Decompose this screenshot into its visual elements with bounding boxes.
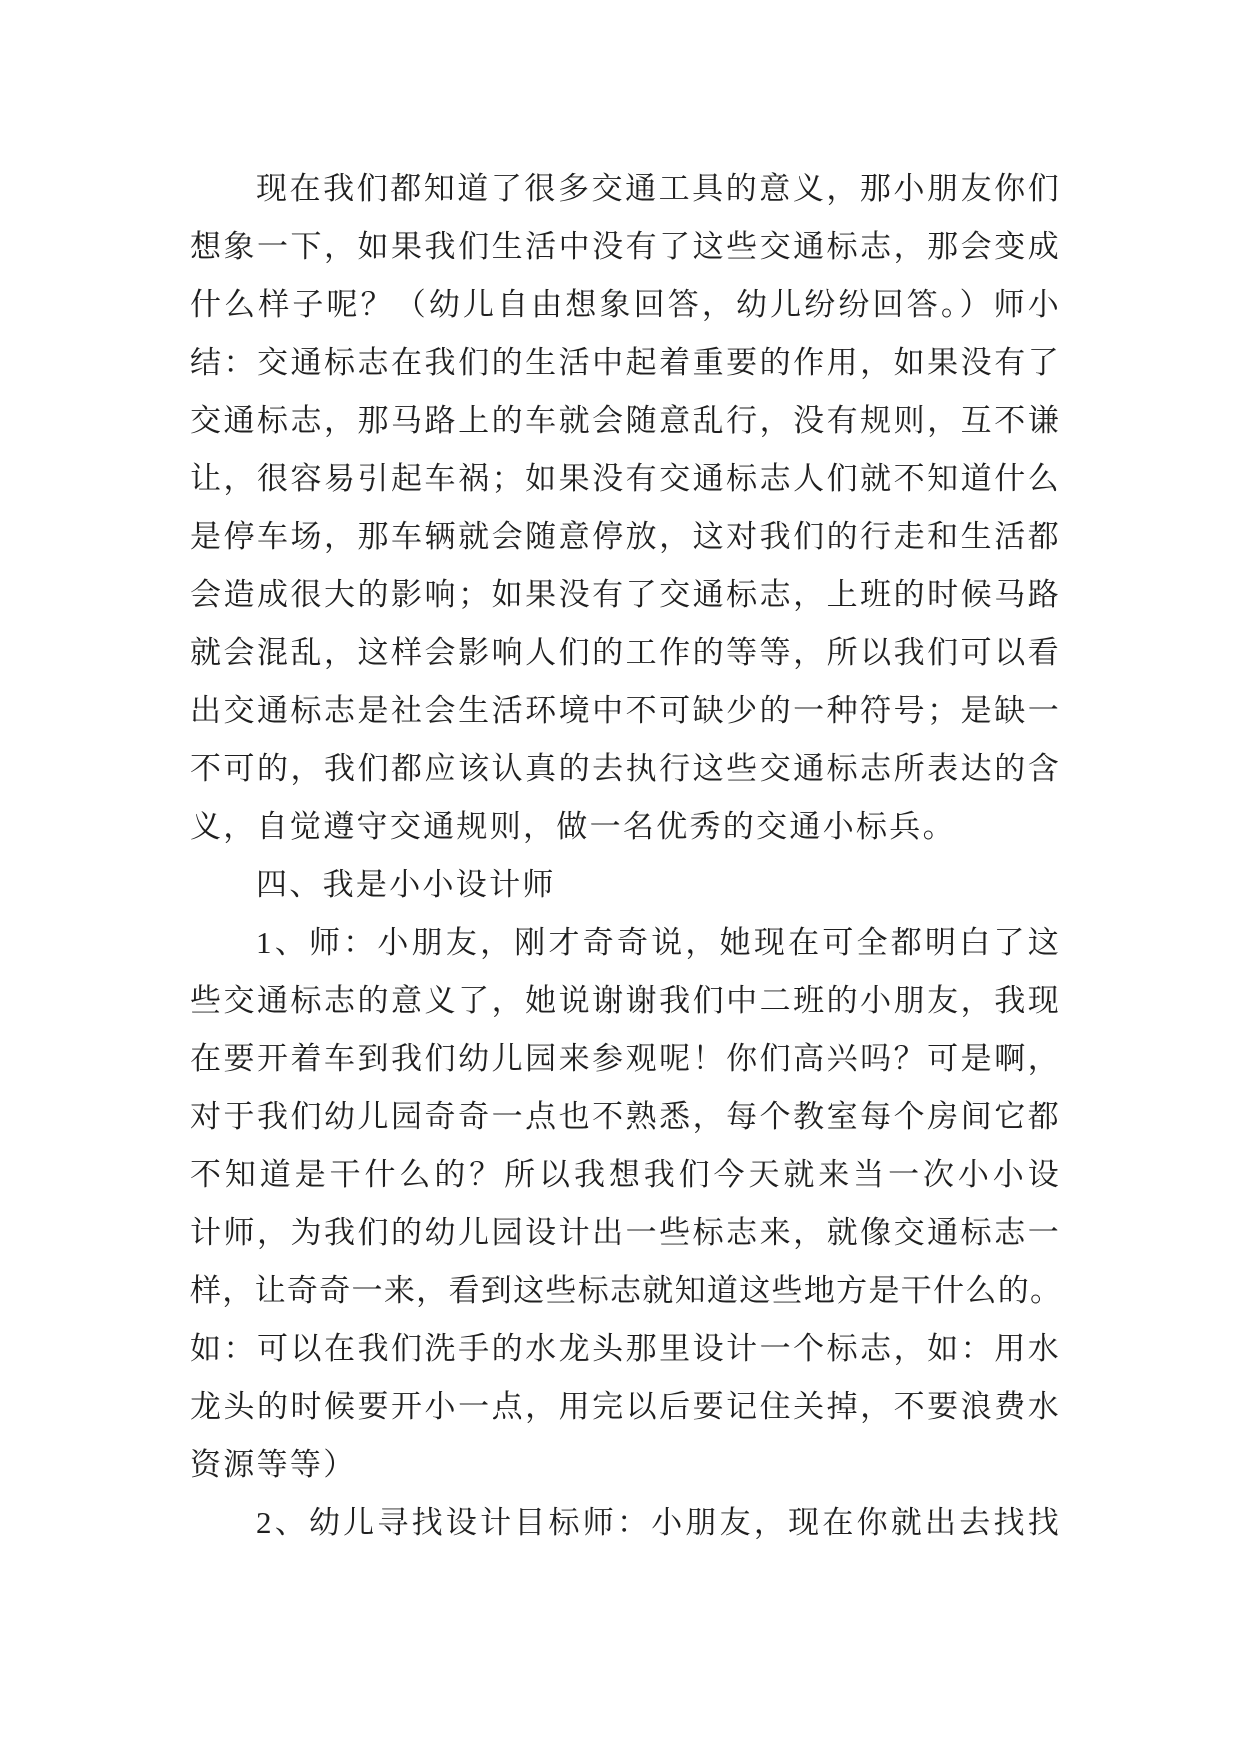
- text-line-2: 想象一下，如果我们生活中没有了这些交通标志，那会变成: [190, 229, 1061, 264]
- text-line-24: 2、幼儿寻找设计目标师：小朋友，现在你就出去找找: [256, 1505, 1061, 1540]
- text-line-15: 些交通标志的意义了，她说谢谢我们中二班的小朋友，我现: [190, 983, 1061, 1018]
- text-line-5: 交通标志，那马路上的车就会随意乱行，没有规则，互不谦: [190, 403, 1061, 438]
- text-line-19: 计师，为我们的幼儿园设计出一些标志来，就像交通标志一: [190, 1215, 1061, 1250]
- text-line-7: 是停车场，那车辆就会随意停放，这对我们的行走和生活都: [190, 519, 1061, 554]
- text-line-6: 让，很容易引起车祸；如果没有交通标志人们就不知道什么: [190, 461, 1061, 496]
- text-line-12: 义，自觉遵守交通规则，做一名优秀的交通小标兵。: [190, 809, 956, 844]
- text-line-23: 资源等等）: [190, 1447, 357, 1482]
- text-line-16: 在要开着车到我们幼儿园来参观呢！你们高兴吗？可是啊，: [190, 1041, 1061, 1076]
- text-line-22: 龙头的时候要开小一点，用完以后要记住关掉，不要浪费水: [190, 1389, 1061, 1424]
- text-line-1: 现在我们都知道了很多交通工具的意义，那小朋友你们: [256, 171, 1061, 206]
- text-line-20: 样，让奇奇一来，看到这些标志就知道这些地方是干什么的。: [190, 1273, 1061, 1308]
- text-line-4: 结：交通标志在我们的生活中起着重要的作用，如果没有了: [190, 345, 1061, 380]
- text-line-9: 就会混乱，这样会影响人们的工作的等等，所以我们可以看: [190, 635, 1061, 670]
- text-line-8: 会造成很大的影响；如果没有了交通标志，上班的时候马路: [190, 577, 1061, 612]
- text-line-14: 1、师：小朋友，刚才奇奇说，她现在可全都明白了这: [256, 925, 1061, 960]
- text-line-18: 不知道是干什么的？所以我想我们今天就来当一次小小设: [190, 1157, 1061, 1192]
- text-line-11: 不可的，我们都应该认真的去执行这些交通标志所表达的含: [190, 751, 1061, 786]
- document-body: [190, 160, 1061, 1552]
- text-line-17: 对于我们幼儿园奇奇一点也不熟悉，每个教室每个房间它都: [190, 1099, 1061, 1134]
- text-line-13: 四、我是小小设计师: [256, 867, 556, 902]
- text-line-21: 如：可以在我们洗手的水龙头那里设计一个标志，如：用水: [190, 1331, 1061, 1366]
- text-line-3: 什么样子呢？（幼儿自由想象回答，幼儿纷纷回答。）师小: [190, 287, 1061, 322]
- text-line-10: 出交通标志是社会生活环境中不可缺少的一种符号；是缺一: [190, 693, 1061, 728]
